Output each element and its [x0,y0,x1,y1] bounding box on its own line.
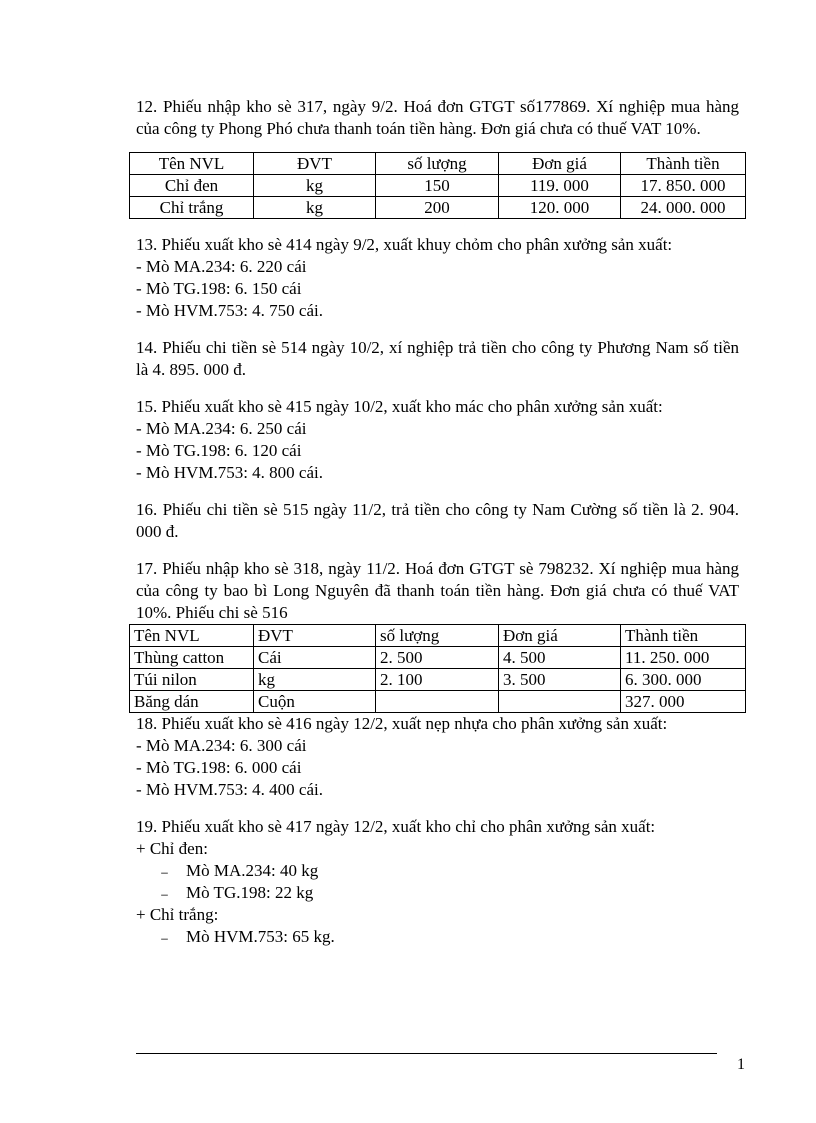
table-header-row [130,153,746,175]
table-cell: Cuộn [254,691,376,713]
list-item: - Mò MA.234: 6. 300 cái [136,736,307,755]
list-item-text: Mò MA.234: 40 kg [186,861,319,880]
item-14-text: 14. Phiếu chi tiền sè 514 ngày 10/2, xí nghiệp trả tiền cho công ty Phương Nam số tiền là 4. 895. 000 đ. [136,338,739,379]
table-cell: 11. 250. 000 [621,647,746,669]
item-12-table [129,152,746,219]
item-13-text: 13. Phiếu xuất kho sè 414 ngày 9/2, xuất khuy chỏm cho phân xưởng sản xuất: [136,235,673,254]
group-heading: + Chỉ trắng: [136,905,219,924]
table-cell: 327. 000 [621,691,746,713]
table-cell: kg [254,197,376,219]
item-18-text: 18. Phiếu xuất kho sè 416 ngày 12/2, xuất nẹp nhựa cho phân xưởng sản xuất: [136,714,668,733]
table-cell: Chỉ trắng [130,197,254,219]
item-12-text: 12. Phiếu nhập kho sè 317, ngày 9/2. Hoá đơn GTGT số177869. Xí nghiệp mua hàng của công ty Phong Phó chưa thanh toán tiền hàng. Đơn giá chưa có thuế VAT 10%. [136,97,739,138]
group-heading: + Chỉ đen: [136,839,208,858]
page-number: 1 [737,1056,745,1073]
table-cell [376,691,499,713]
list-item-text: Mò HVM.753: 65 kg. [186,927,335,946]
table-row [130,197,746,219]
list-item: - Mò MA.234: 6. 220 cái [136,257,307,276]
list-item [136,860,739,882]
table-row [130,691,746,713]
bullet-dash: ₋ [160,927,169,946]
table-cell: Cái [254,647,376,669]
table-cell: 119. 000 [499,175,621,197]
table-cell: Băng dán [130,691,254,713]
table-header: Đơn giá [499,625,621,647]
list-item: - Mò TG.198: 6. 150 cái [136,279,302,298]
list-item-text: Mò TG.198: 22 kg [186,883,314,902]
table-header: Thành tiền [621,625,746,647]
list-item [136,926,739,948]
table-cell: 24. 000. 000 [621,197,746,219]
table-cell: 2. 100 [376,669,499,691]
table-cell: Túi nilon [130,669,254,691]
table-cell: kg [254,175,376,197]
table-cell: 200 [376,197,499,219]
table-row [130,647,746,669]
item-16-text: 16. Phiếu chi tiền sè 515 ngày 11/2, trả tiền cho công ty Nam Cường số tiền là 2. 904. 000 đ. [136,500,739,541]
item-19-text: 19. Phiếu xuất kho sè 417 ngày 12/2, xuất kho chỉ cho phân xưởng sản xuất: [136,817,656,836]
table-row [130,175,746,197]
list-item: - Mò TG.198: 6. 120 cái [136,441,302,460]
table-header: Đơn giá [499,153,621,175]
table-header: Tên NVL [130,625,254,647]
table-row [130,669,746,691]
bullet-dash: ₋ [160,883,169,902]
table-header: ĐVT [254,153,376,175]
table-header-row [130,625,746,647]
list-item: - Mò HVM.753: 4. 400 cái. [136,780,323,799]
list-item [136,882,739,904]
list-item: - Mò HVM.753: 4. 800 cái. [136,463,323,482]
table-cell: 6. 300. 000 [621,669,746,691]
document-body [136,96,739,948]
table-header: ĐVT [254,625,376,647]
table-cell: 3. 500 [499,669,621,691]
table-cell: kg [254,669,376,691]
item-17-table [129,624,746,713]
table-cell: Thùng catton [130,647,254,669]
table-cell: Chỉ đen [130,175,254,197]
footer-divider [136,1053,717,1054]
table-cell: 17. 850. 000 [621,175,746,197]
table-cell [499,691,621,713]
item-17-text: 17. Phiếu nhập kho sè 318, ngày 11/2. Hoá đơn GTGT sè 798232. Xí nghiệp mua hàng của công ty bao bì Long Nguyên đã thanh toán tiền hàng. Đơn giá chưa có thuế VAT 10%. Phiếu chi sè 516 [136,559,739,622]
table-header: Tên NVL [130,153,254,175]
item-15-text: 15. Phiếu xuất kho sè 415 ngày 10/2, xuất kho mác cho phân xưởng sản xuất: [136,397,663,416]
table-cell: 4. 500 [499,647,621,669]
list-item: - Mò MA.234: 6. 250 cái [136,419,307,438]
table-header: Thành tiền [621,153,746,175]
table-cell: 150 [376,175,499,197]
table-cell: 2. 500 [376,647,499,669]
list-item: - Mò TG.198: 6. 000 cái [136,758,302,777]
table-header: số lượng [376,153,499,175]
table-header: số lượng [376,625,499,647]
table-cell: 120. 000 [499,197,621,219]
bullet-dash: ₋ [160,861,169,880]
list-item: - Mò HVM.753: 4. 750 cái. [136,301,323,320]
